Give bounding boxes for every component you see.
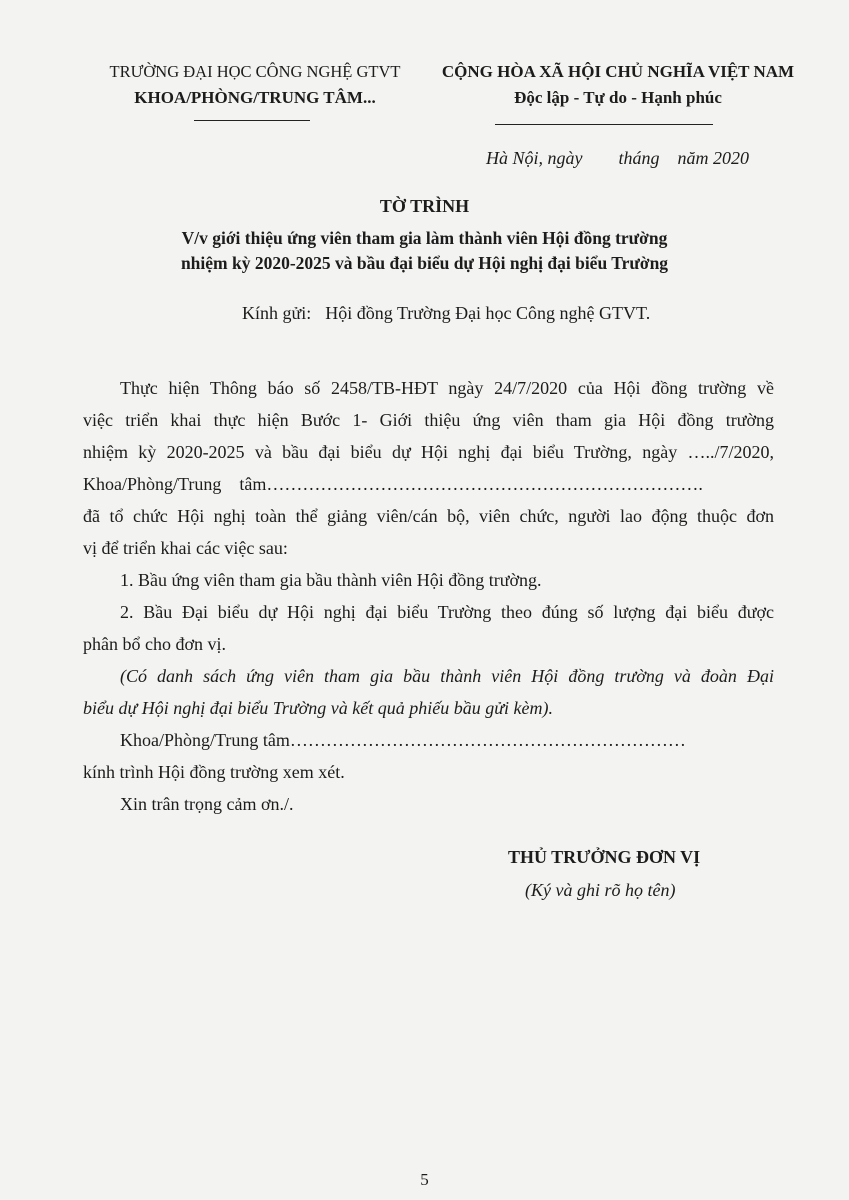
attachment-note-line-1: (Có danh sách ứng viên tham gia bầu thành viên Hội đồng trường và đoàn Đại: [120, 666, 774, 686]
attachment-note-line-2: biểu dự Hội nghị đại biểu Trường và kết quả phiếu bầu gửi kèm).: [83, 698, 553, 718]
recipient-line: [242, 303, 650, 324]
subject-line-2: nhiệm kỳ 2020-2025 và bầu đại biểu dự Hội nghị đại biểu Trường: [180, 253, 669, 273]
list-item-2-line-2: phân bổ cho đơn vị.: [83, 634, 226, 654]
unit-fill-line: Khoa/Phòng/Trung tâm…………………………………………………………: [120, 730, 686, 750]
document-title: TỜ TRÌNH: [379, 196, 470, 216]
unit-name: KHOA/PHÒNG/TRUNG TÂM...: [134, 88, 376, 107]
body-line-5: đã tổ chức Hội nghị toàn thể giảng viên/cán bộ, viên chức, người lao động thuộc đơn: [83, 506, 774, 526]
date-line: Hà Nội, ngày tháng năm 2020: [486, 148, 749, 168]
body-line-2: việc triển khai thực hiện Bước 1- Giới thiệu ứng viên tham gia Hội đồng trường: [83, 410, 774, 430]
recipient-value: Hội đồng Trường Đại học Công nghệ GTVT.: [325, 303, 651, 323]
body-line-6: vị để triển khai các việc sau:: [83, 538, 288, 558]
body-line-1: Thực hiện Thông báo số 2458/TB-HĐT ngày 24/7/2020 của Hội đồng trường về: [120, 378, 774, 398]
body-line-4: Khoa/Phòng/Trung tâm……………………………………………………………….: [83, 474, 703, 494]
signature-note: (Ký và ghi rõ họ tên): [525, 880, 676, 900]
subject-line-1: V/v giới thiệu ứng viên tham gia làm thành viên Hội đồng trường: [181, 228, 668, 248]
thanks-line: Xin trân trọng cảm ơn./.: [120, 794, 294, 814]
unit-name-underline: [194, 120, 310, 121]
recipient-label: Kính gửi:: [242, 303, 312, 323]
list-item-1: 1. Bầu ứng viên tham gia bầu thành viên Hội đồng trường.: [120, 570, 542, 590]
school-name: TRƯỜNG ĐẠI HỌC CÔNG NGHỆ GTVT: [109, 62, 401, 81]
list-item-2-line-1: 2. Bầu Đại biểu dự Hội nghị đại biểu Trường theo đúng số lượng đại biểu được: [120, 602, 774, 622]
signature-title: THỦ TRƯỞNG ĐƠN VỊ: [508, 847, 701, 867]
national-motto: Độc lập - Tự do - Hạnh phúc: [514, 88, 722, 107]
national-title: CỘNG HÒA XÃ HỘI CHỦ NGHĨA VIỆT NAM: [441, 62, 795, 81]
motto-underline: [495, 124, 713, 125]
page-number: 5: [420, 1170, 429, 1189]
body-line-3: nhiệm kỳ 2020-2025 và bầu đại biểu dự Hội nghị đại biểu Trường, ngày …../7/2020,: [83, 442, 774, 462]
review-line: kính trình Hội đồng trường xem xét.: [83, 762, 345, 782]
